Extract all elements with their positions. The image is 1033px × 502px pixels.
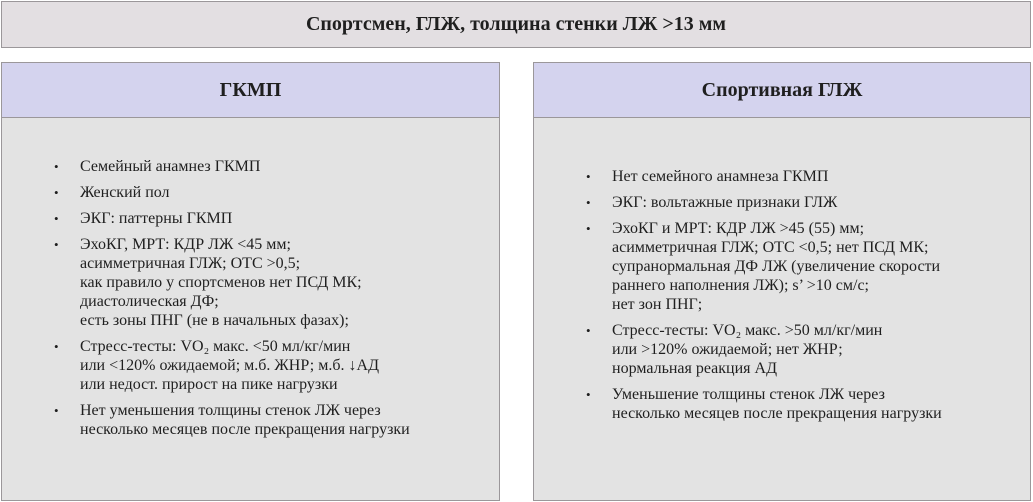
criteria-text-line: нормальная реакция АД — [612, 360, 778, 377]
criteria-text-line: нет зон ПНГ; — [612, 296, 703, 313]
left-criteria-item — [54, 401, 489, 439]
criteria-text-line: ЭхоКГ и МРТ: КДР ЛЖ >45 (55) мм; — [612, 220, 865, 237]
bullet-icon: • — [54, 211, 59, 226]
criteria-text-line: или <120% ожидаемой; м.б. ЖНР; м.б. ↓АД — [80, 357, 379, 374]
criteria-text-line: ЭКГ: вольтажные признаки ГЛЖ — [612, 194, 838, 211]
criteria-text-line: Семейный анамнез ГКМП — [80, 158, 261, 175]
bullet-icon: • — [54, 403, 59, 418]
criteria-text-line: Нет семейного анамнеза ГКМП — [612, 168, 829, 185]
criteria-text-line: Уменьшение толщины стенок ЛЖ через — [612, 386, 885, 403]
bullet-icon: • — [54, 339, 59, 354]
diagram-title: Спортсмен, ГЛЖ, толщина стенки ЛЖ >13 мм — [305, 13, 727, 35]
bullet-icon: • — [586, 221, 591, 236]
bullet-icon: • — [54, 159, 59, 174]
criteria-text-line: диастолическая ДФ; — [80, 293, 219, 310]
left-criteria-item — [54, 209, 489, 228]
criteria-text-line: несколько месяцев после прекращения нагрузки — [80, 421, 410, 438]
criteria-text-line: асимметричная ГЛЖ; ОТС <0,5; нет ПСД МК; — [612, 239, 929, 256]
criteria-text-line: Нет уменьшения толщины стенок ЛЖ через — [80, 402, 381, 419]
bullet-icon: • — [54, 237, 59, 252]
criteria-text-line: или >120% ожидаемой; нет ЖНР; — [612, 341, 843, 358]
criteria-text-line: раннего наполнения ЛЖ); s’ >10 см/с; — [612, 277, 869, 294]
right-criteria-item — [586, 167, 1020, 186]
criteria-text-line: есть зоны ПНГ (не в начальных фазах); — [80, 312, 349, 329]
left-criteria-item — [54, 183, 489, 202]
criteria-text-line: Женский пол — [80, 184, 170, 201]
right-criteria-item — [586, 193, 1020, 212]
criteria-text-line: ЭКГ: паттерны ГКМП — [80, 210, 233, 227]
criteria-text-line: ЭхоКГ, МРТ: КДР ЛЖ <45 мм; — [80, 236, 291, 253]
bullet-icon: • — [54, 185, 59, 200]
criteria-text-line: Стресс-тесты: VO₂ макс. >50 мл/кг/мин — [612, 322, 883, 339]
criteria-text-line: Стресс-тесты: VO₂ макс. <50 мл/кг/мин — [80, 338, 351, 355]
left-column-header — [1, 62, 500, 118]
left-header-label: ГКМП — [219, 78, 282, 101]
bullet-icon: • — [586, 387, 591, 402]
bullet-icon: • — [586, 169, 591, 184]
bullet-icon: • — [586, 195, 591, 210]
bullet-icon: • — [586, 323, 591, 338]
right-column-body — [533, 117, 1031, 501]
criteria-text-line: как правило у спортсменов нет ПСД МК; — [80, 274, 362, 291]
left-criteria-list — [54, 157, 489, 446]
criteria-text-line: или недост. прирост на пике нагрузки — [80, 376, 338, 393]
right-criteria-item — [586, 219, 1020, 314]
criteria-text-line: асимметричная ГЛЖ; ОТС >0,5; — [80, 255, 301, 272]
left-criteria-item — [54, 337, 489, 394]
right-column-header — [533, 62, 1031, 118]
top-condition-box — [1, 1, 1031, 48]
right-criteria-item — [586, 321, 1020, 378]
right-criteria-item — [586, 385, 1020, 423]
left-column-body — [1, 117, 500, 501]
left-criteria-item — [54, 235, 489, 330]
criteria-text-line: супранормальная ДФ ЛЖ (увеличение скорости — [612, 258, 941, 275]
criteria-text-line: несколько месяцев после прекращения нагрузки — [612, 405, 942, 422]
left-criteria-item — [54, 157, 489, 176]
right-criteria-list — [586, 167, 1020, 430]
right-header-label: Спортивная ГЛЖ — [701, 78, 863, 101]
